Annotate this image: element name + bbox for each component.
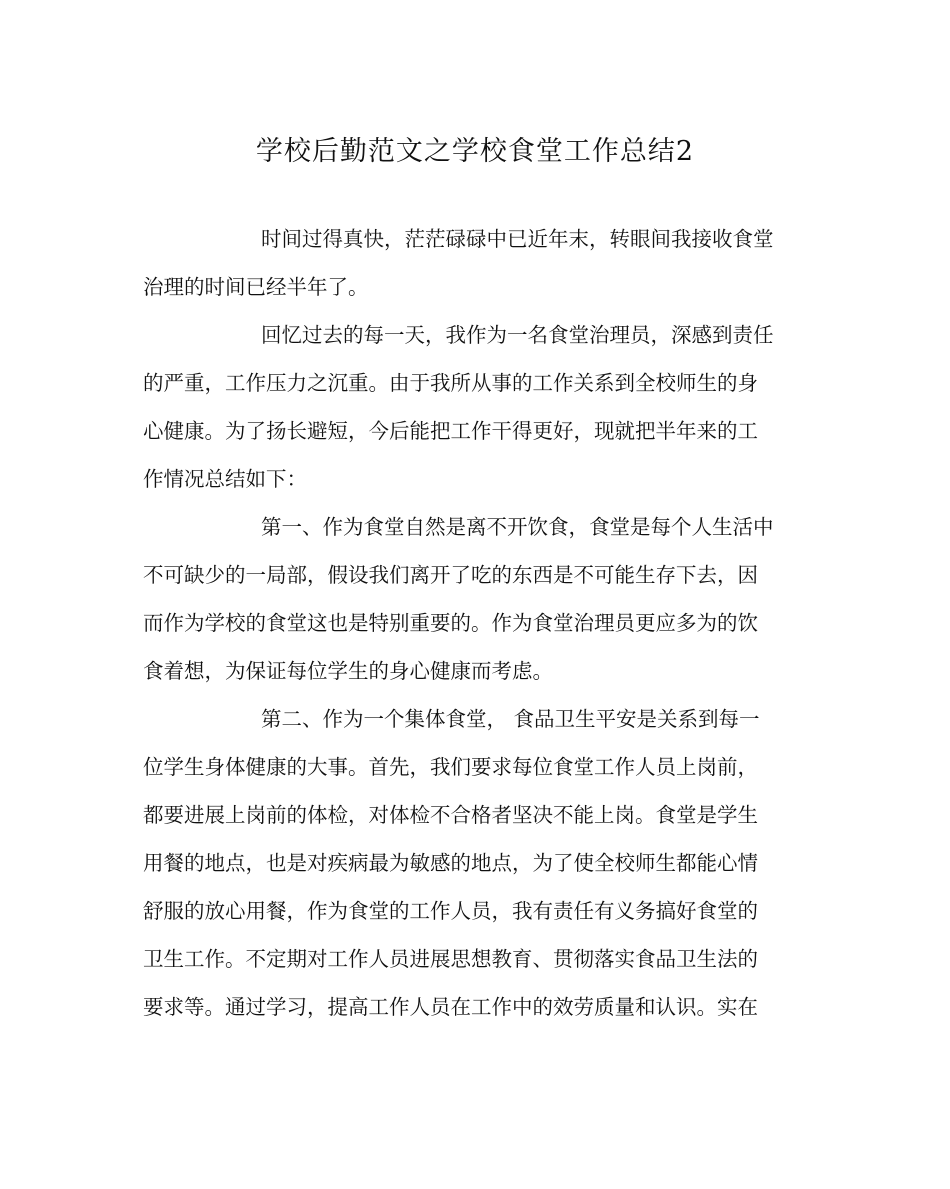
paragraph-1 [143, 215, 808, 311]
paragraph-line: 作情况总结如下： [143, 467, 307, 491]
paragraph-line: 心健康。为了扬长避短，今后能把工作干得更好，现就把半年来的工 [143, 419, 758, 443]
paragraph-line: 而作为学校的食堂这也是特别重要的。作为食堂治理员更应多为的饮 [143, 611, 758, 635]
paragraph-line: 用餐的地点，也是对疾病最为敏感的地点，为了使全校师生都能心情 [143, 851, 758, 875]
paragraph-3 [143, 503, 808, 695]
paragraph-line: 不可缺少的一局部，假设我们离开了吃的东西是不可能生存下去，因 [143, 563, 758, 587]
paragraph-line: 舒服的放心用餐，作为食堂的工作人员，我有责任有义务搞好食堂的 [143, 899, 758, 923]
paragraph-line: 回忆过去的每一天，我作为一名食堂治理员，深感到责任 [261, 323, 774, 347]
paragraph-line: 卫生工作。不定期对工作人员进展思想教育、贯彻落实食品卫生法的 [143, 947, 758, 971]
paragraph-line: 治理的时间已经半年了。 [143, 275, 369, 299]
paragraph-line: 第二、作为一个集体食堂， 食品卫生平安是关系到每一 [261, 707, 760, 731]
paragraph-4 [143, 695, 808, 1031]
paragraph-line: 时间过得真快，茫茫碌碌中已近年末，转眼间我接收食堂 [261, 227, 774, 251]
paragraph-line: 第一、作为食堂自然是离不开饮食，食堂是每个人生活中 [261, 515, 774, 539]
document-body [143, 215, 808, 1031]
paragraph-line: 都要进展上岗前的体检，对体检不合格者坚决不能上岗。食堂是学生 [143, 803, 758, 827]
paragraph-line: 的严重，工作压力之沉重。由于我所从事的工作关系到全校师生的身 [143, 371, 758, 395]
paragraph-line: 食着想，为保证每位学生的身心健康而考虑。 [143, 659, 553, 683]
document-title: 学校后勤范文之学校食堂工作总结2 [255, 136, 695, 167]
paragraph-line: 位学生身体健康的大事。首先，我们要求每位食堂工作人员上岗前， [143, 755, 758, 779]
paragraph-2 [143, 311, 808, 503]
paragraph-line: 要求等。通过学习，提高工作人员在工作中的效劳质量和认识。实在 [143, 995, 758, 1019]
